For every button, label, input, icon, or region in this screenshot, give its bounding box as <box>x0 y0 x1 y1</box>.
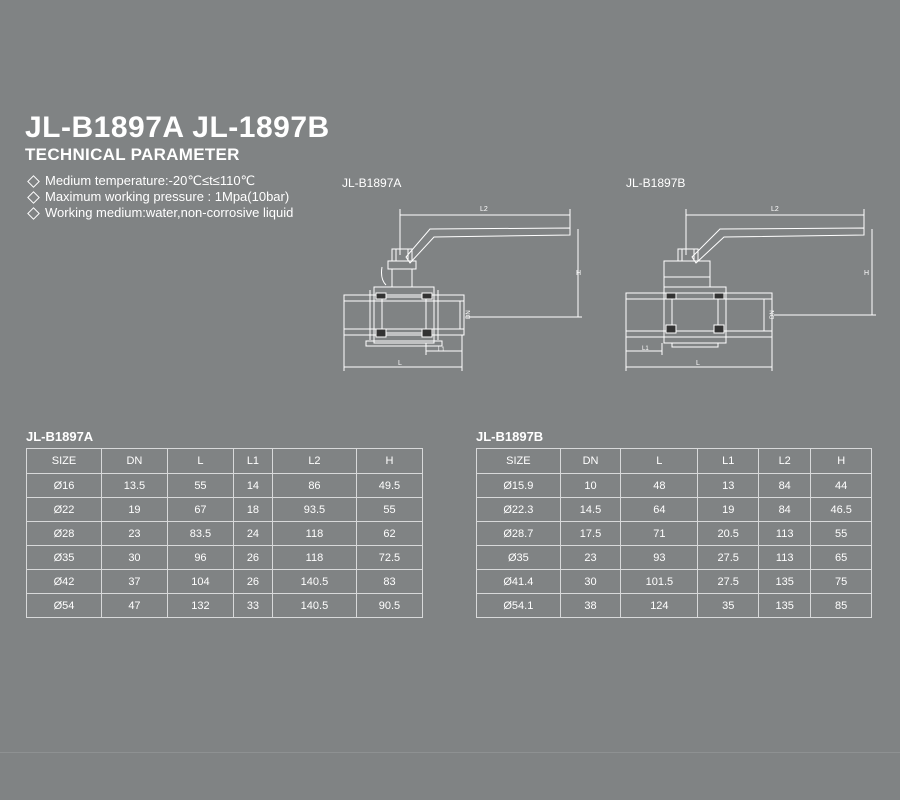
table-cell: 96 <box>167 546 233 570</box>
table-cell: Ø54.1 <box>477 594 561 618</box>
column-header: L <box>621 449 698 474</box>
column-header: H <box>356 449 422 474</box>
table-cell: 48 <box>621 474 698 498</box>
table-cell: Ø35 <box>477 546 561 570</box>
spec-item <box>26 189 293 205</box>
dim-label-l: L <box>696 360 700 367</box>
table-cell: 49.5 <box>356 474 422 498</box>
table-cell: 33 <box>233 594 272 618</box>
valve-bonnet <box>664 261 710 287</box>
table-cell: 64 <box>621 498 698 522</box>
table-row <box>477 570 872 594</box>
table-row <box>27 498 423 522</box>
table-row <box>477 498 872 522</box>
table-cell: 85 <box>811 594 872 618</box>
table-row <box>477 546 872 570</box>
table-cell: 84 <box>759 474 811 498</box>
table-cell: 55 <box>356 498 422 522</box>
table-cell: 83.5 <box>167 522 233 546</box>
dim-label-l: L <box>398 360 402 367</box>
table-cell: 140.5 <box>272 594 356 618</box>
table-cell: 140.5 <box>272 570 356 594</box>
valve-drawing-a <box>330 195 590 375</box>
table-cell: 93 <box>621 546 698 570</box>
table-cell: 17.5 <box>560 522 621 546</box>
divider <box>0 752 900 753</box>
table-cell: 10 <box>560 474 621 498</box>
valve-bonnet <box>392 269 412 287</box>
dim-label-dn: DN <box>466 310 472 319</box>
table-cell: 35 <box>698 594 759 618</box>
diamond-bullet-icon <box>27 175 40 188</box>
page-subtitle: TECHNICAL PARAMETER <box>25 145 240 164</box>
table-cell: 71 <box>621 522 698 546</box>
drawing-b-label: JL-B1897B <box>626 176 686 190</box>
table-row <box>27 546 423 570</box>
table-b-title: JL-B1897B <box>476 429 544 444</box>
column-header: SIZE <box>477 449 561 474</box>
table-cell: 65 <box>811 546 872 570</box>
table-cell: 67 <box>167 498 233 522</box>
spec-list <box>26 173 293 221</box>
column-header: H <box>811 449 872 474</box>
table-cell: 72.5 <box>356 546 422 570</box>
table-cell: 24 <box>233 522 272 546</box>
valve-stem <box>388 261 416 269</box>
dim-label-l1: L1 <box>438 347 445 353</box>
column-header: L2 <box>272 449 356 474</box>
table-cell: 75 <box>811 570 872 594</box>
valve-nut <box>678 249 698 261</box>
table-row <box>27 594 423 618</box>
table-cell: 132 <box>167 594 233 618</box>
spec-table-b <box>476 448 872 618</box>
spec-item <box>26 205 293 221</box>
table-row <box>27 474 423 498</box>
table-cell: 86 <box>272 474 356 498</box>
page-title: JL-B1897A JL-1897B <box>25 111 330 144</box>
diamond-bullet-icon <box>27 207 40 220</box>
table-cell: 135 <box>759 570 811 594</box>
spec-item <box>26 173 293 189</box>
table-cell: 18 <box>233 498 272 522</box>
table-cell: 90.5 <box>356 594 422 618</box>
table-cell: 26 <box>233 546 272 570</box>
table-cell: Ø28.7 <box>477 522 561 546</box>
table-cell: 13.5 <box>101 474 167 498</box>
table-cell: 37 <box>101 570 167 594</box>
column-header: DN <box>560 449 621 474</box>
table-cell: 135 <box>759 594 811 618</box>
column-header: L <box>167 449 233 474</box>
valve-handle <box>406 228 570 263</box>
dim-label-l1: L1 <box>642 346 649 352</box>
column-header: L2 <box>759 449 811 474</box>
dim-label-l2: L2 <box>771 206 779 213</box>
column-header: SIZE <box>27 449 102 474</box>
table-cell: Ø54 <box>27 594 102 618</box>
table-cell: 113 <box>759 546 811 570</box>
spec-text: Medium temperature:-20℃≤t≤110℃ <box>45 173 256 188</box>
column-header: DN <box>101 449 167 474</box>
table-cell: 118 <box>272 546 356 570</box>
table-cell: 23 <box>560 546 621 570</box>
spec-table-a <box>26 448 423 618</box>
valve-nut <box>392 249 412 261</box>
table-row <box>477 594 872 618</box>
table-cell: 27.5 <box>698 546 759 570</box>
table-row <box>27 570 423 594</box>
table-row <box>477 522 872 546</box>
table-cell: 83 <box>356 570 422 594</box>
table-header-row <box>27 449 423 474</box>
table-cell: 55 <box>811 522 872 546</box>
table-cell: 124 <box>621 594 698 618</box>
table-cell: 30 <box>101 546 167 570</box>
column-header: L1 <box>233 449 272 474</box>
table-cell: 14.5 <box>560 498 621 522</box>
table-cell: Ø16 <box>27 474 102 498</box>
table-cell: 20.5 <box>698 522 759 546</box>
table-cell: 104 <box>167 570 233 594</box>
diamond-bullet-icon <box>27 191 40 204</box>
dim-label-dn: DN <box>770 310 776 319</box>
table-cell: 27.5 <box>698 570 759 594</box>
table-cell: 13 <box>698 474 759 498</box>
table-cell: Ø22 <box>27 498 102 522</box>
spec-text: Maximum working pressure : 1Mpa(10bar) <box>45 189 290 204</box>
dim-label-l2: L2 <box>480 206 488 213</box>
valve-body <box>626 293 772 337</box>
table-cell: 101.5 <box>621 570 698 594</box>
valve-handle <box>692 228 864 263</box>
valve-drawing-b <box>616 195 886 375</box>
dim-label-h: H <box>864 270 870 277</box>
table-a-title: JL-B1897A <box>26 429 94 444</box>
table-cell: Ø42 <box>27 570 102 594</box>
table-cell: 47 <box>101 594 167 618</box>
table-cell: 113 <box>759 522 811 546</box>
dim-label-h: H <box>576 270 582 277</box>
table-cell: 14 <box>233 474 272 498</box>
table-cell: Ø41.4 <box>477 570 561 594</box>
table-cell: 38 <box>560 594 621 618</box>
table-cell: 26 <box>233 570 272 594</box>
table-cell: 55 <box>167 474 233 498</box>
table-cell: Ø22.3 <box>477 498 561 522</box>
table-row <box>477 474 872 498</box>
table-cell: 19 <box>698 498 759 522</box>
table-cell: 23 <box>101 522 167 546</box>
table-cell: Ø35 <box>27 546 102 570</box>
table-row <box>27 522 423 546</box>
table-header-row <box>477 449 872 474</box>
table-cell: 46.5 <box>811 498 872 522</box>
table-cell: Ø15.9 <box>477 474 561 498</box>
table-cell: 62 <box>356 522 422 546</box>
table-cell: Ø28 <box>27 522 102 546</box>
table-cell: 84 <box>759 498 811 522</box>
table-cell: 118 <box>272 522 356 546</box>
drawing-a-label: JL-B1897A <box>342 176 402 190</box>
spec-text: Working medium:water,non-corrosive liquid <box>45 205 294 220</box>
table-cell: 44 <box>811 474 872 498</box>
table-cell: 93.5 <box>272 498 356 522</box>
table-cell: 19 <box>101 498 167 522</box>
column-header: L1 <box>698 449 759 474</box>
table-cell: 30 <box>560 570 621 594</box>
